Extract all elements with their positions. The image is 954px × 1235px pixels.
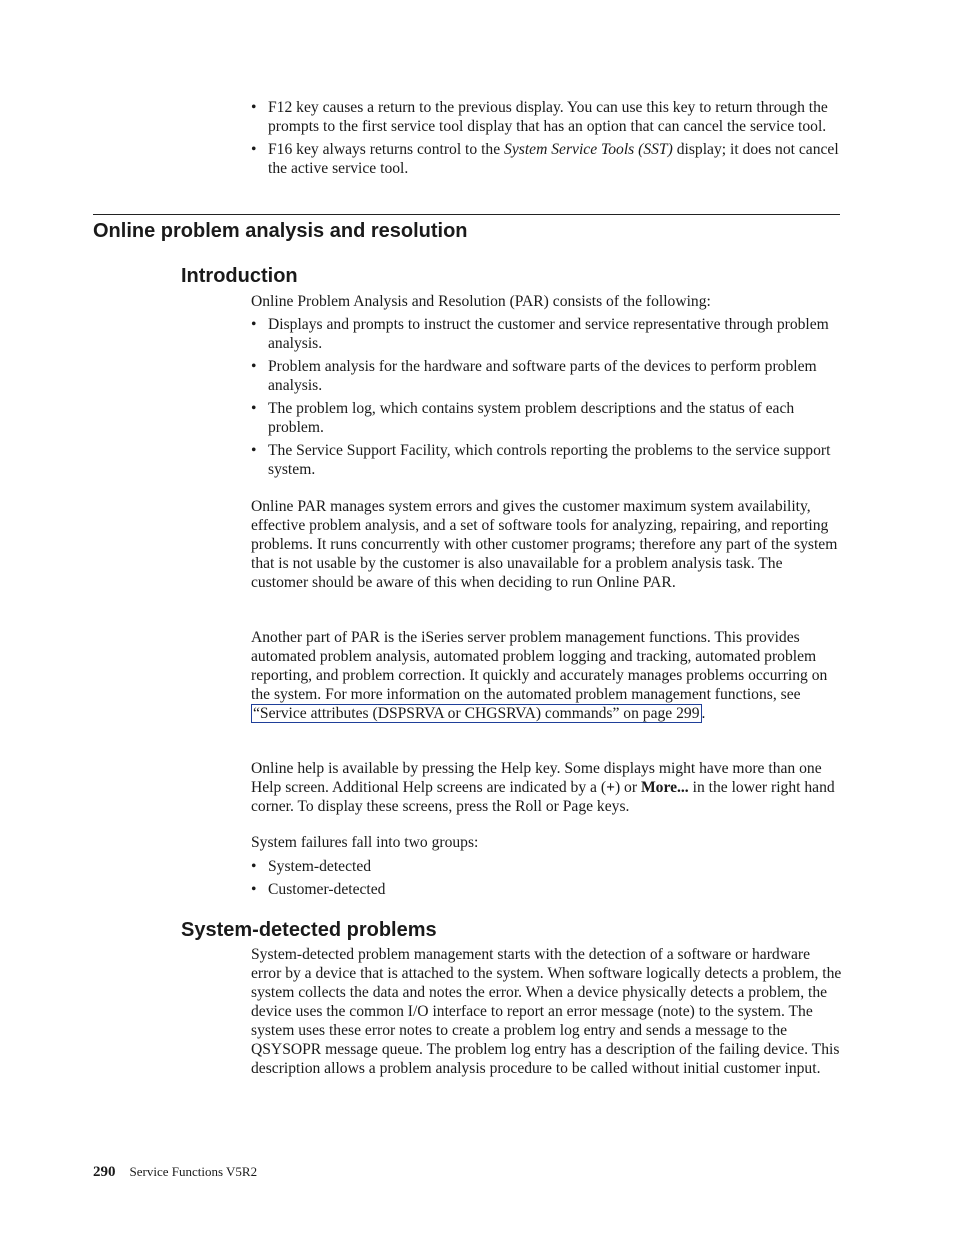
paragraph-problem-management: Another part of PAR is the iSeries server problem management functions. This provides automated problem analysis, automated problem logging and tracking, automated problem reporting, and problem correction. It quickly and accurately manages problems occurring on the system. For more information on the automated problem management functions, see “Service attributes (DSPSRVA or CHGSRVA) commands” on page 299 .	[251, 629, 828, 722]
list-item: • F12 key causes a return to the previous display. You can use this key to return through the prompts to the first service tool display that has an option that can cancel the service tool.	[251, 99, 828, 135]
bullet-icon: •	[251, 316, 257, 333]
page-number: 290	[93, 1164, 116, 1180]
bullet-icon: •	[251, 358, 257, 375]
paragraph-online-par: Online PAR manages system errors and gives the customer maximum system availability, effective problem analysis, and a set of software tools for analyzing, repairing, and reporting problems. It runs concurrently with other customer programs; therefore any part of the system that is not usable by the customer is also unavailable for a problem analysis task. The customer should be aware of this when deciding to run Online PAR.	[251, 498, 838, 591]
paragraph-failure-groups: System failures fall into two groups:	[251, 834, 479, 851]
list-item: • F16 key always returns control to the System Service Tools (SST) display; it does not cancel the active service tool.	[251, 141, 839, 177]
more-indicator: More...	[640, 779, 689, 796]
intro-lead: Online Problem Analysis and Resolution (PAR) consists of the following:	[251, 293, 711, 310]
service-attributes-link[interactable]: “Service attributes (DSPSRVA or CHGSRVA) commands” on page 299	[253, 705, 700, 722]
section-divider	[93, 214, 840, 215]
italic-term: System Service Tools (SST)	[504, 141, 673, 158]
bullet-icon: •	[251, 141, 257, 158]
paragraph-online-help: Online help is available by pressing the Help key. Some displays might have more than one Help screen. Additional Help screens are indicated by a (+) or More... in the lower right hand corner. To display these screens, press the Roll or Page keys.	[251, 760, 835, 815]
list-item: • Problem analysis for the hardware and software parts of the devices to perform problem analysis.	[251, 358, 817, 394]
bullet-icon: •	[251, 858, 257, 875]
list-item: • Displays and prompts to instruct the customer and service representative through problem analysis.	[251, 316, 829, 352]
intro-bullet-list	[251, 315, 841, 483]
top-bullet-list	[251, 98, 841, 182]
bullet-icon: •	[251, 442, 257, 459]
page-footer	[93, 1163, 257, 1181]
list-item: • System-detected	[251, 858, 372, 875]
book-title: Service Functions V5R2	[129, 1164, 258, 1179]
bullet-icon: •	[251, 400, 257, 417]
list-item: • The problem log, which contains system problem descriptions and the status of each problem.	[251, 400, 795, 436]
paragraph-system-detected: System-detected problem management starts with the detection of a software or hardware error by a device that is attached to the system. When software logically detects a problem, the system collects the data and notes the error. When a device physically detects a problem, the device uses the common I/O interface to report an error message (note) to the system. The system uses these error notes to create a problem log entry and sends a message to the QSYSOPR message queue. The problem log entry has a description of the failing device. This description allows a problem analysis procedure to be called without initial customer input.	[251, 946, 842, 1077]
system-detected-heading: System-detected problems	[181, 919, 437, 941]
failure-group-list	[251, 857, 841, 903]
list-item: • Customer-detected	[251, 881, 386, 898]
bullet-icon: •	[251, 881, 257, 898]
bullet-icon: •	[251, 99, 257, 116]
list-item: • The Service Support Facility, which controls reporting the problems to the service support system.	[251, 442, 831, 478]
introduction-heading: Introduction	[181, 265, 298, 287]
section-title: Online problem analysis and resolution	[93, 220, 468, 242]
